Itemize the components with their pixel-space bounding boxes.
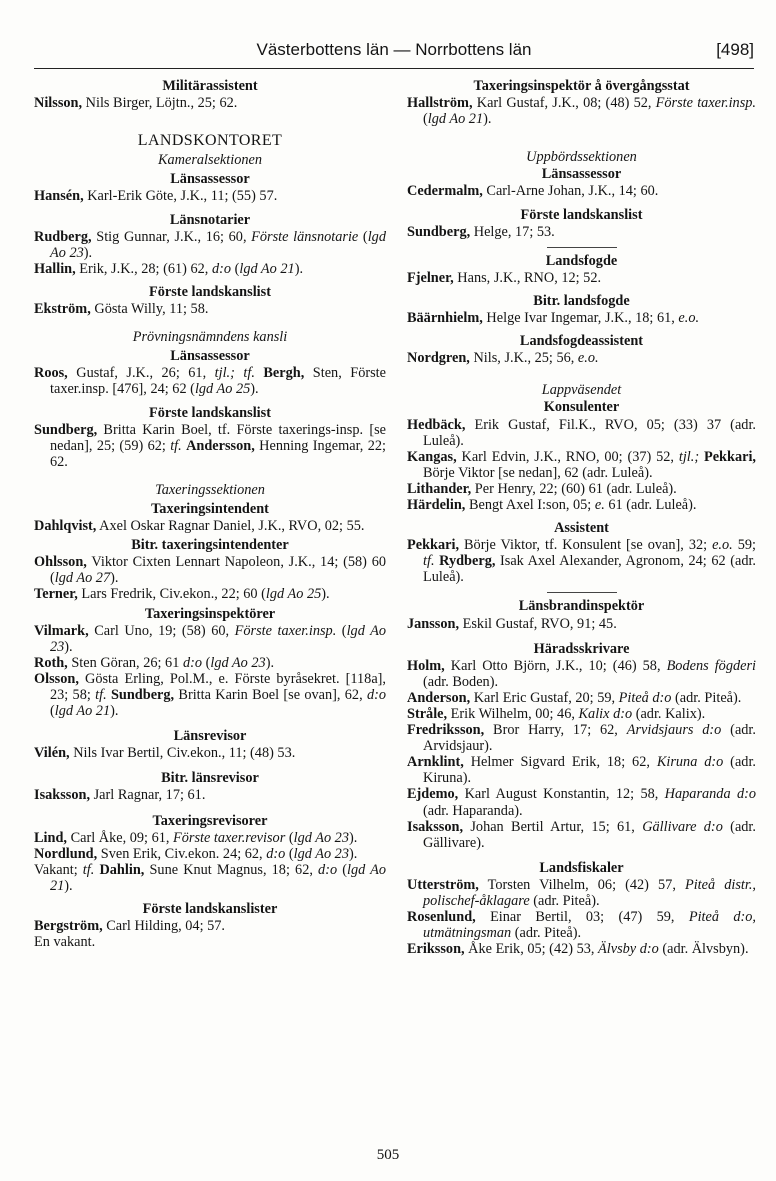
section-heading: Länsassessor xyxy=(170,348,250,365)
entry: Kangas, Karl Edvin, J.K., RNO, 00; (37) 52, tjl.; Pekkari, Börje Viktor [se nedan], 62 (adr. Luleå). xyxy=(407,448,756,481)
entry: Nordgren, Nils, J.K., 25; 56, e.o. xyxy=(407,350,599,367)
subsection-title: Uppbördssektionen xyxy=(526,149,637,166)
entry: Dahlqvist, Axel Oskar Ragnar Daniel, J.K., RVO, 02; 55. xyxy=(34,518,365,535)
section-heading: Landsfogde xyxy=(545,252,618,269)
section-heading: Militärassistent xyxy=(162,78,258,94)
section-heading: Konsulenter xyxy=(543,399,620,416)
entry: Arnklint, Helmer Sigvard Erik, 18; 62, Kiruna d:o (adr. Kiruna). xyxy=(407,754,756,787)
subsection-title: Taxeringssektionen xyxy=(155,481,265,498)
entry: Ohlsson, Viktor Cixten Lennart Napoleon, J.K., 14; (58) 60 (lgd Ao 27). xyxy=(34,554,386,587)
section-heading: Förste landskanslist xyxy=(149,283,271,300)
entry: Hallin, Erik, J.K., 28; (61) 62, d:o (lgd Ao 21). xyxy=(34,260,304,277)
entry: Vilmark, Carl Uno, 19; (58) 60, Förste taxer.insp. (lgd Ao 23). xyxy=(34,622,387,655)
entry: Rudberg, Stig Gunnar, J.K., 16; 60, Förste länsnotarie (lgd Ao 23). xyxy=(34,228,386,261)
section-heading: Förste landskanslister xyxy=(142,901,278,918)
entry: Sundberg, Britta Karin Boel, tf. Förste taxerings-insp. [se nedan], 25; (59) 62; tf. Andersson, Henning Ingemar, 22; 62. xyxy=(34,421,386,470)
entry: Hansén, Karl-Erik Göte, J.K., 11; (55) 57. xyxy=(34,188,278,205)
section-heading: Landsfiskaler xyxy=(539,859,624,876)
section-heading: Bitr. taxeringsintendenter xyxy=(131,537,289,554)
entry: Olsson, Gösta Erling, Pol.M., e. Förste byråsekret. [118a], 23; 58; tf. Sundberg, Britta Karin Boel [se ovan], 62, d:o (lgd Ao 21). xyxy=(34,670,386,720)
subsection-title: Prövningsnämndens kansli xyxy=(132,329,288,346)
section-heading: Länsbrandinspektör xyxy=(518,598,645,615)
section-heading: Länsassessor xyxy=(170,171,250,188)
entry: En vakant. xyxy=(34,934,96,951)
section-heading: Taxeringsintendent xyxy=(151,500,269,517)
entry: Pekkari, Börje Viktor, tf. Konsulent [se ovan], 32; e.o. 59; tf. Rydberg, Isak Axel Alexander, Agronom, 24; 62 (adr. Luleå). xyxy=(407,537,757,586)
section-heading: Assistent xyxy=(554,520,609,537)
entry: Rosenlund, Einar Bertil, 03; (47) 59, Piteå d:o, utmätningsman (adr. Piteå). xyxy=(407,909,756,942)
section-heading: Länsrevisor xyxy=(173,728,247,745)
header-page-ref: [498] xyxy=(716,40,754,59)
section-heading: Häradsskrivare xyxy=(533,640,630,657)
entry: Fredriksson, Bror Harry, 17; 62, Arvidsjaurs d:o (adr. Arvidsjaur). xyxy=(407,722,756,755)
section-heading: Bitr. landsfogde xyxy=(533,292,630,309)
section-heading: Taxeringsinspektör å övergångsstat xyxy=(473,78,690,94)
running-header xyxy=(34,38,754,64)
landskontoret-heading: LANDSKONTORET xyxy=(137,132,283,150)
entry: Jansson, Eskil Gustaf, RVO, 91; 45. xyxy=(407,615,617,632)
entry: Fjelner, Hans, J.K., RNO, 12; 52. xyxy=(407,269,602,286)
divider xyxy=(547,592,617,593)
entry: Eriksson, Åke Erik, 05; (42) 53, Älvsby d:o (adr. Älvsbyn). xyxy=(407,941,749,958)
entry: Vilén, Nils Ivar Bertil, Civ.ekon., 11; (48) 53. xyxy=(34,745,296,762)
section-heading: Landsfogdeassistent xyxy=(519,333,644,350)
header-rule xyxy=(34,68,754,69)
section-heading: Länsassessor xyxy=(541,166,622,183)
entry: Nilsson, Nils Birger, Löjtn., 25; 62. xyxy=(34,95,238,112)
entry: Bergström, Carl Hilding, 04; 57. xyxy=(34,918,225,935)
entry: Stråle, Erik Wilhelm, 00; 46, Kalix d:o (adr. Kalix). xyxy=(407,706,706,722)
entry: Anderson, Karl Eric Gustaf, 20; 59, Piteå d:o (adr. Piteå). xyxy=(407,689,742,706)
entry: Ekström, Gösta Willy, 11; 58. xyxy=(34,301,209,318)
section-heading: Taxeringsinspektörer xyxy=(144,605,276,622)
entry: Isaksson, Jarl Ragnar, 17; 61. xyxy=(34,787,206,804)
entry: Hallström, Karl Gustaf, J.K., 08; (48) 52, Förste taxer.insp. (lgd Ao 21). xyxy=(407,95,756,128)
entry: Utterström, Torsten Vilhelm, 06; (42) 57, Piteå distr., polischef-åklagare (adr. Piteå). xyxy=(407,876,756,910)
entry: Härdelin, Bengt Axel I:son, 05; e. 61 (adr. Luleå). xyxy=(407,496,697,513)
entry: Hedbäck, Erik Gustaf, Fil.K., RVO, 05; (33) 37 (adr. Luleå). xyxy=(407,416,756,449)
page-number: 505 xyxy=(376,1147,400,1163)
subsection-title: Kameralsektionen xyxy=(157,152,263,169)
entry: Terner, Lars Fredrik, Civ.ekon., 22; 60 (lgd Ao 25). xyxy=(34,586,330,603)
subsection-title: Lappväsendet xyxy=(541,382,622,399)
entry: Vakant; tf. Dahlin, Sune Knut Magnus, 18; 62, d:o (lgd Ao 21). xyxy=(34,861,387,894)
entry: Bäärnhielm, Helge Ivar Ingemar, J.K., 18; 61, e.o. xyxy=(407,310,700,327)
entry: Roos, Gustaf, J.K., 26; 61, tjl.; tf. Bergh, Sten, Förste taxer.insp. [476], 24; 62 (lgd Ao 25). xyxy=(34,365,386,398)
entry: Ejdemo, Karl August Konstantin, 12; 58, Haparanda d:o (adr. Haparanda). xyxy=(407,786,756,819)
entry: Isaksson, Johan Bertil Artur, 15; 61, Gällivare d:o (adr. Gällivare). xyxy=(407,818,756,851)
section-heading: Länsnotarier xyxy=(169,211,251,228)
entry: Cedermalm, Carl-Arne Johan, J.K., 14; 60. xyxy=(407,183,659,200)
section-heading: Bitr. länsrevisor xyxy=(161,770,259,787)
section-heading: Förste landskanslist xyxy=(149,404,271,421)
entry: Holm, Karl Otto Björn, J.K., 10; (46) 58, Bodens fögderi (adr. Boden). xyxy=(407,657,757,690)
entry: Sundberg, Helge, 17; 53. xyxy=(407,223,555,240)
entry: Roth, Sten Göran, 26; 61 d:o (lgd Ao 23). xyxy=(34,654,275,671)
section-heading: Taxeringsrevisorer xyxy=(152,812,268,829)
entry: Lithander, Per Henry, 22; (60) 61 (adr. Luleå). xyxy=(407,480,677,497)
divider xyxy=(547,247,617,248)
section-heading: Förste landskanslist xyxy=(520,206,643,223)
right-column xyxy=(407,76,756,957)
header-title: Västerbottens län — Norrbottens län xyxy=(256,40,532,59)
entry: Lind, Carl Åke, 09; 61, Förste taxer.revisor (lgd Ao 23). xyxy=(34,829,358,846)
left-column xyxy=(34,76,386,950)
entry: Nordlund, Sven Erik, Civ.ekon. 24; 62, d:o (lgd Ao 23). xyxy=(34,845,358,862)
